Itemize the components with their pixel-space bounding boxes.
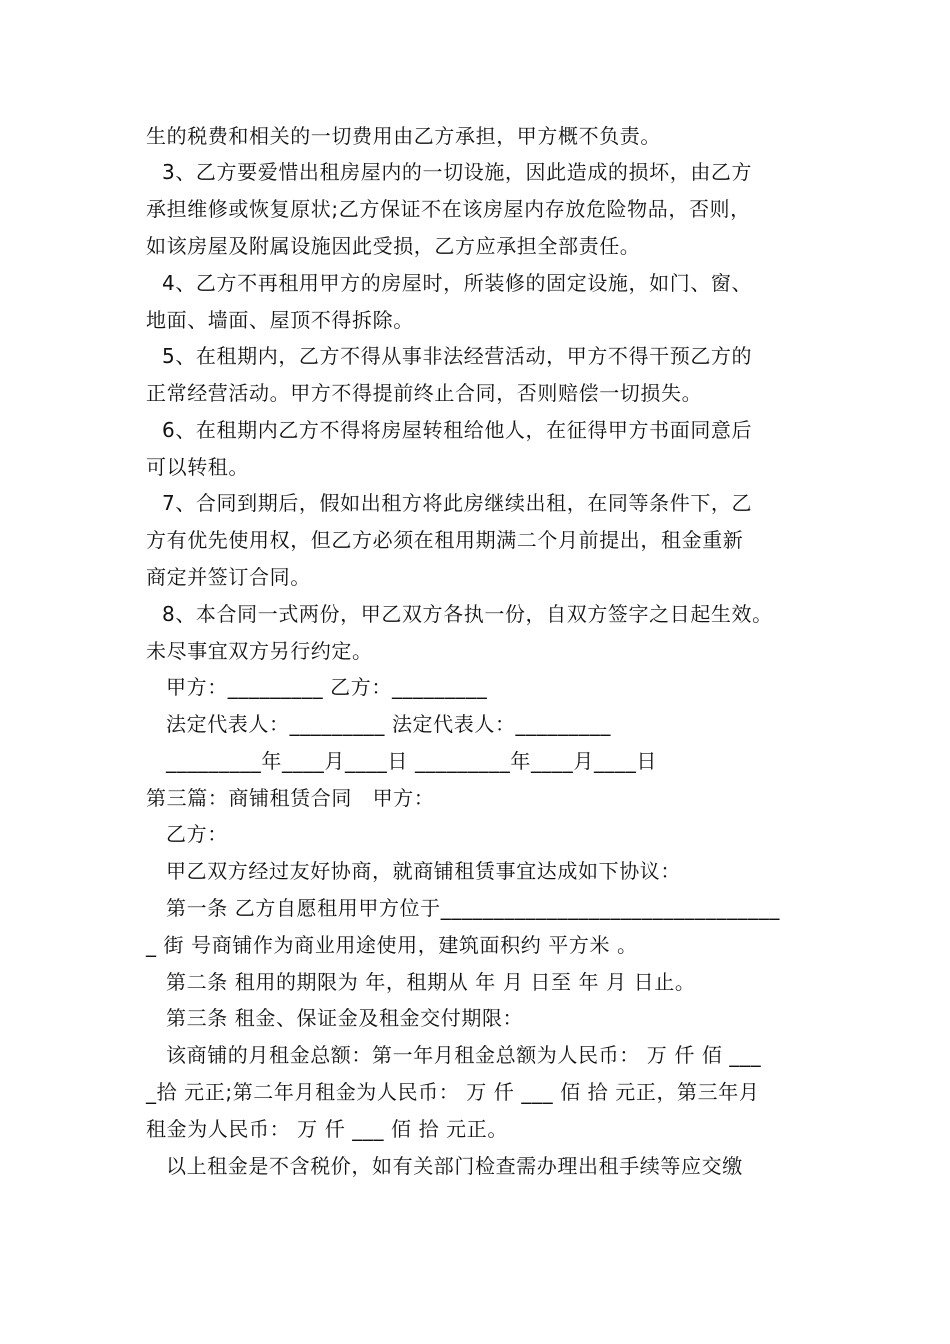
article-2-line: 第二条 租用的期限为 年，租期从 年 月 日至 年 月 日止。 [166,970,696,994]
clause-4-line: 4、乙方不再租用甲方的房屋时，所装修的固定设施，如门、窗、 [162,271,753,295]
paragraph-line: 可以转租。 [146,455,249,479]
rent-amount-line: 该商铺的月租金总额：第一年月租金总额为人民币： 万 仟 佰 ___ [166,1043,762,1067]
clause-5-line: 5、在租期内，乙方不得从事非法经营活动，甲方不得干预乙方的 [162,344,753,368]
paragraph-line: _ 街 号商铺作为商业用途使用，建筑面积约 平方米 。 [146,933,638,957]
clause-6-line: 6、在租期内乙方不得将房屋转租给他人，在征得甲方书面同意后 [162,418,753,442]
agreement-intro-line: 甲乙双方经过友好协商，就商铺租赁事宜达成如下协议： [166,859,681,883]
article-1-line: 第一条 乙方自愿租用甲方位于________________________________ [166,896,780,920]
clause-3-line: 3、乙方要爱惜出租房屋内的一切设施，因此造成的损坏，由乙方 [162,160,753,184]
clause-8-line: 8、本合同一式两份，甲乙双方各执一份，自双方签字之日起生效。 [162,602,773,626]
paragraph-line: _拾 元正;第二年月租金为人民币： 万 仟 ___ 佰 拾 元正，第三年月 [146,1080,760,1104]
paragraph-line: 商定并签订合同。 [146,565,311,589]
paragraph-line: 承担维修或恢复原状;乙方保证不在该房屋内存放危险物品，否则， [146,197,751,221]
paragraph-line: 以上租金是不含税价，如有关部门检查需办理出租手续等应交缴 [166,1154,743,1178]
paragraph-line: 如该房屋及附属设施因此受损，乙方应承担全部责任。 [146,234,641,258]
paragraph-line: 正常经营活动。甲方不得提前终止合同，否则赔偿一切损失。 [146,381,703,405]
section-heading: 第三篇：商铺租赁合同 甲方： [146,786,435,810]
paragraph-line: 方有优先使用权，但乙方必须在租用期满二个月前提出，租金重新 [146,528,744,552]
paragraph-line: 租金为人民币： 万 仟 ___ 佰 拾 元正。 [146,1117,508,1141]
signature-parties-line: 甲方：_________ 乙方：_________ [166,675,488,699]
paragraph-line: 地面、墙面、屋顶不得拆除。 [146,308,414,332]
paragraph-line: 未尽事宜双方另行约定。 [146,639,373,663]
party-b-line: 乙方： [166,822,228,846]
paragraph-line: 生的税费和相关的一切费用由乙方承担，甲方概不负责。 [146,124,661,148]
legal-representative-line: 法定代表人：_________ 法定代表人：_________ [166,712,611,736]
article-3-line: 第三条 租金、保证金及租金交付期限： [166,1006,524,1030]
clause-7-line: 7、合同到期后，假如出租方将此房继续出租，在同等条件下，乙 [162,491,753,515]
date-line: _________年____月____日 _________年____月____日 [166,749,657,773]
